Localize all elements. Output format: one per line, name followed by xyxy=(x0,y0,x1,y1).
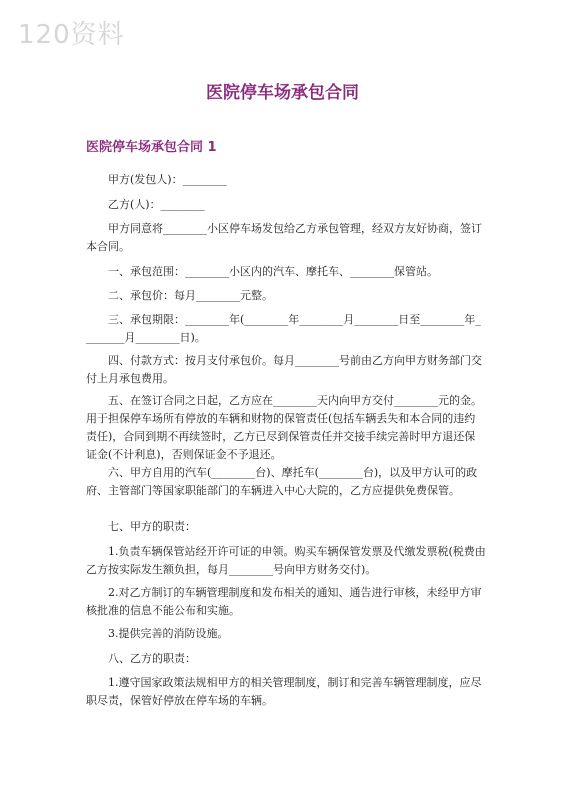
watermark-logo: 120资料 xyxy=(18,20,125,50)
intro-paragraph: 甲方同意将________小区停车场发包给乙方承包管理，经双方友好协商，签订本合同。 xyxy=(86,222,482,253)
heading-party-a-duties: 七、甲方的职责： xyxy=(108,520,196,533)
party-b-line: 乙方(人)：________ xyxy=(108,198,205,211)
party-a-duty-3: 3.提供完善的消防设施。 xyxy=(108,627,229,640)
document-title: 医院停车场承包合同 xyxy=(206,83,359,103)
clause-price: 二、承包价：每月________元整。 xyxy=(108,289,273,302)
heading-party-b-duties: 八、乙方的职责： xyxy=(108,652,196,665)
clause-term: 三、承包期限：________年(________年________月________日至________年________月________日)。 xyxy=(86,313,481,344)
clause-free-parking: 六、甲方自用的汽车(________台)、摩托车(________台)，以及甲方认可的政府、主管部门等国家职能部门的车辆进入中心大院的，乙方应提供免费保管。 xyxy=(86,466,478,497)
section-heading: 医院停车场承包合同 1 xyxy=(86,140,217,155)
clause-deposit: 五、在签订合同之日起，乙方应在________天内向甲方交付________元的金。用于担保停车场所有停放的车辆和财物的保管责任(包括车辆丢失和本合同的违约责任)，合同到期不再续签时，乙方已尽到保管责任并交接手续完善时甲方退还保证金(不计利息)，否则保证金不予退还。 xyxy=(86,394,482,461)
party-a-line: 甲方(发包人)：________ xyxy=(108,173,227,186)
party-a-duty-2: 2.对乙方制订的车辆管理制度和发布相关的通知、通告进行审核，未经甲方审核批准的信息不能公布和实施。 xyxy=(86,586,482,617)
clause-payment: 四、付款方式：按月支付承包价。每月________号前由乙方向甲方财务部门交付上月承包费用。 xyxy=(86,354,482,385)
party-a-duty-1: 1.负责车辆保管站经开许可证的申领。购买车辆保管发票及代缴发票税(税费由乙方按实际发生额负担，每月________号向甲方财务交付)。 xyxy=(86,545,486,576)
party-b-duty-1: 1.遵守国家政策法规相甲方的相关管理制度，制订和完善车辆管理制度，应尽职尽责，保管好停放在停车场的车辆。 xyxy=(86,676,482,707)
clause-scope: 一、承包范围：________小区内的汽车、摩托车、________保管站。 xyxy=(108,265,438,278)
